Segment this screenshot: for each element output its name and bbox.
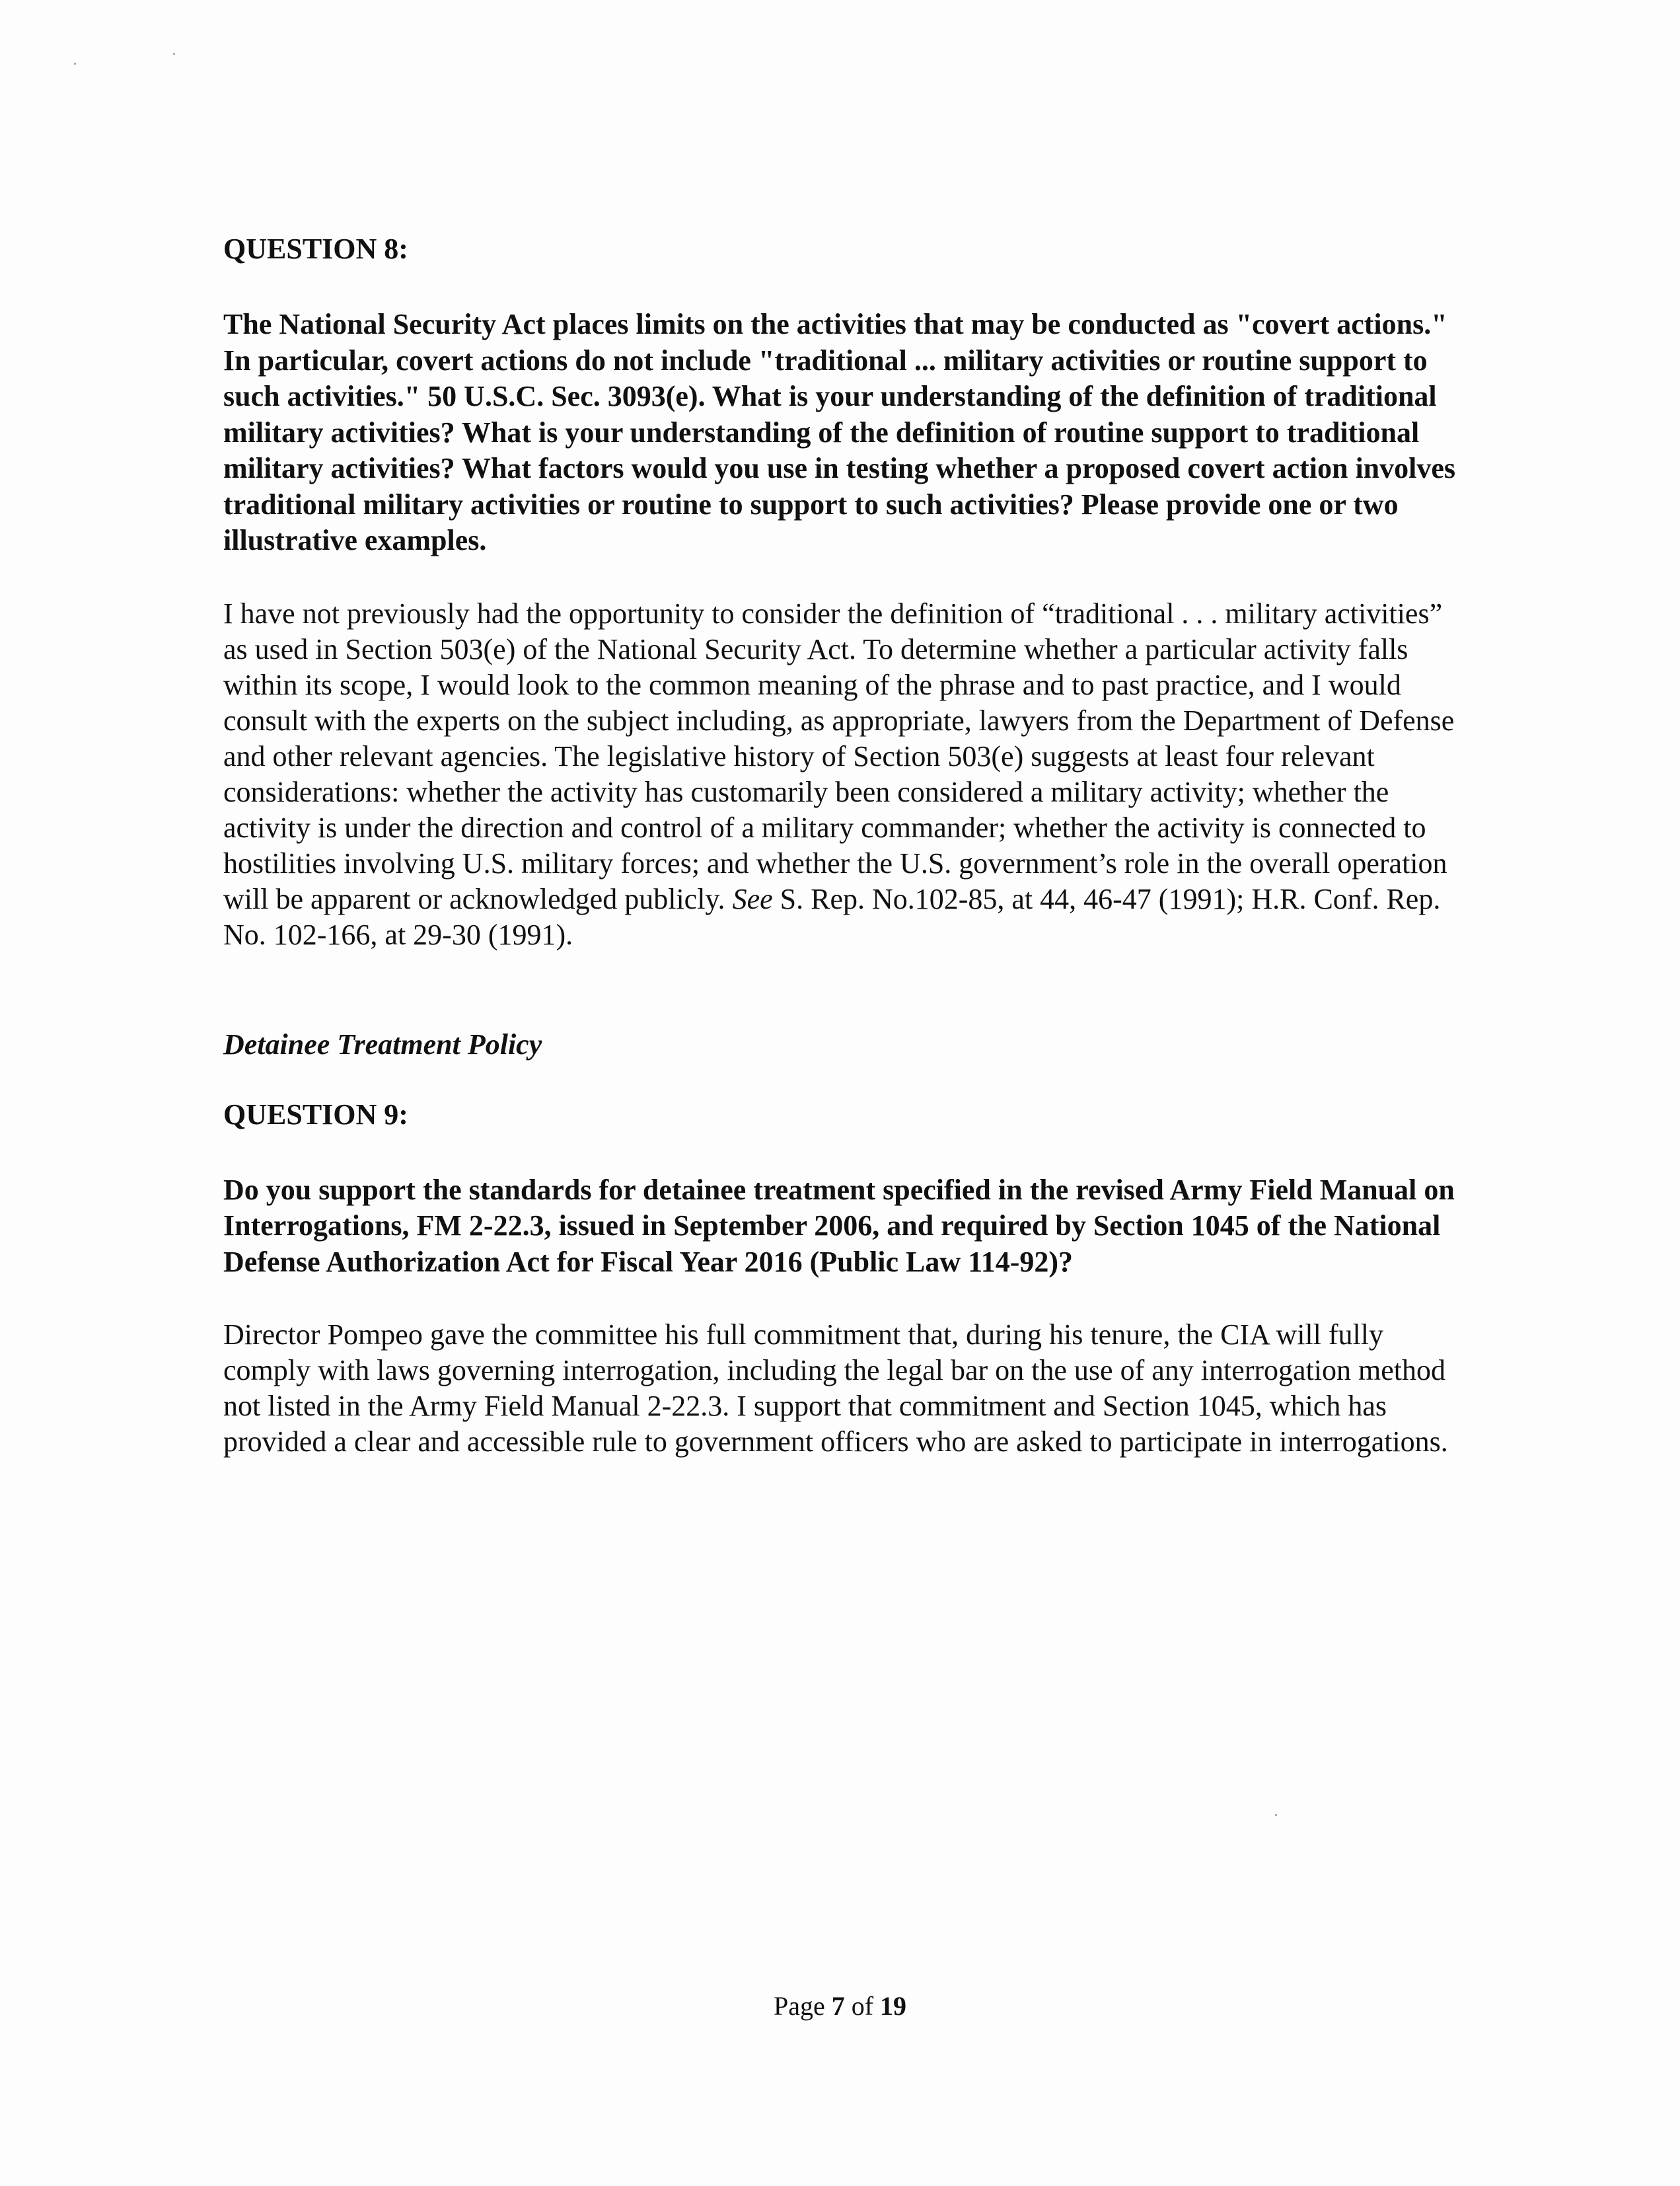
answer-8-body: I have not previously had the opportunity to consider the definition of “traditional . . . military activities” as used in Section 503(e) of the National Security Act. To determine whether a particular activity falls within its scope, I would look to the common meaning of the phrase and to past practice, and I would consult with the experts on the subject including, as appropriate, lawyers from the Department of Defense and other relevant agencies. The legislative history of Section 503(e) suggests at least four relevant considerations: whether the activity has customarily been considered a military activity; whether the activity is under the direction and control of a military commander; whether the activity is connected to hostilities involving U.S. military forces; and whether the U.S. government’s role in the overall operation will be apparent or acknowledged publicly. (223, 597, 1455, 915)
question-9-answer: Director Pompeo gave the committee his full commitment that, during his tenure, the CIA will fully comply with laws governing interrogation, including the legal bar on the use of any interrogation method not listed in the Army Field Manual 2-22.3. I support that commitment and Section 1045, which has provided a clear and accessible rule to government officers who are asked to participate in interrogations. (223, 1318, 1448, 1458)
page-of: of (844, 1991, 881, 2021)
scan-speck (173, 53, 175, 55)
question-8-heading: QUESTION 8: (223, 233, 408, 265)
question-9-text: Do you support the standards for detainee treatment specified in the revised Army Field Manual on Interrogations, FM 2-22.3, issued in September 2006, and required by Section 1045 of the National Defense Authorization Act for Fiscal Year 2016 (Public Law 114-92)? (223, 1173, 1455, 1278)
question-8-answer (223, 596, 1459, 953)
answer-8-see: See (732, 882, 773, 915)
scan-speck (74, 63, 76, 65)
question-8-text: The National Security Act places limits on the activities that may be conducted as "covert actions." In particular, covert actions do not include "traditional ... military activities or routine support to such activities." 50 U.S.C. Sec. 3093(e). What is your understanding of the definition of traditional military activities? What is your understanding of the definition of routine support to traditional military activities? What factors would you use in testing whether a proposed covert action involves traditional military activities or routine to support to such activities? Please provide one or two illustrative examples. (223, 308, 1456, 556)
document-body (223, 231, 1459, 1460)
answer-8-citations: S. Rep. No.102-85, at 44, 46-47 (1991); H.R. Conf. Rep. No. 102-166, at 29-30 (1991). (223, 882, 1441, 951)
page-prefix: Page (773, 1991, 832, 2021)
page-current: 7 (831, 1991, 845, 2021)
page-number (0, 1990, 1680, 2022)
section-title-detainee-treatment: Detainee Treatment Policy (223, 1028, 542, 1061)
page-total: 19 (880, 1991, 907, 2021)
question-9-heading: QUESTION 9: (223, 1098, 408, 1131)
scan-speck (1275, 1814, 1277, 1816)
